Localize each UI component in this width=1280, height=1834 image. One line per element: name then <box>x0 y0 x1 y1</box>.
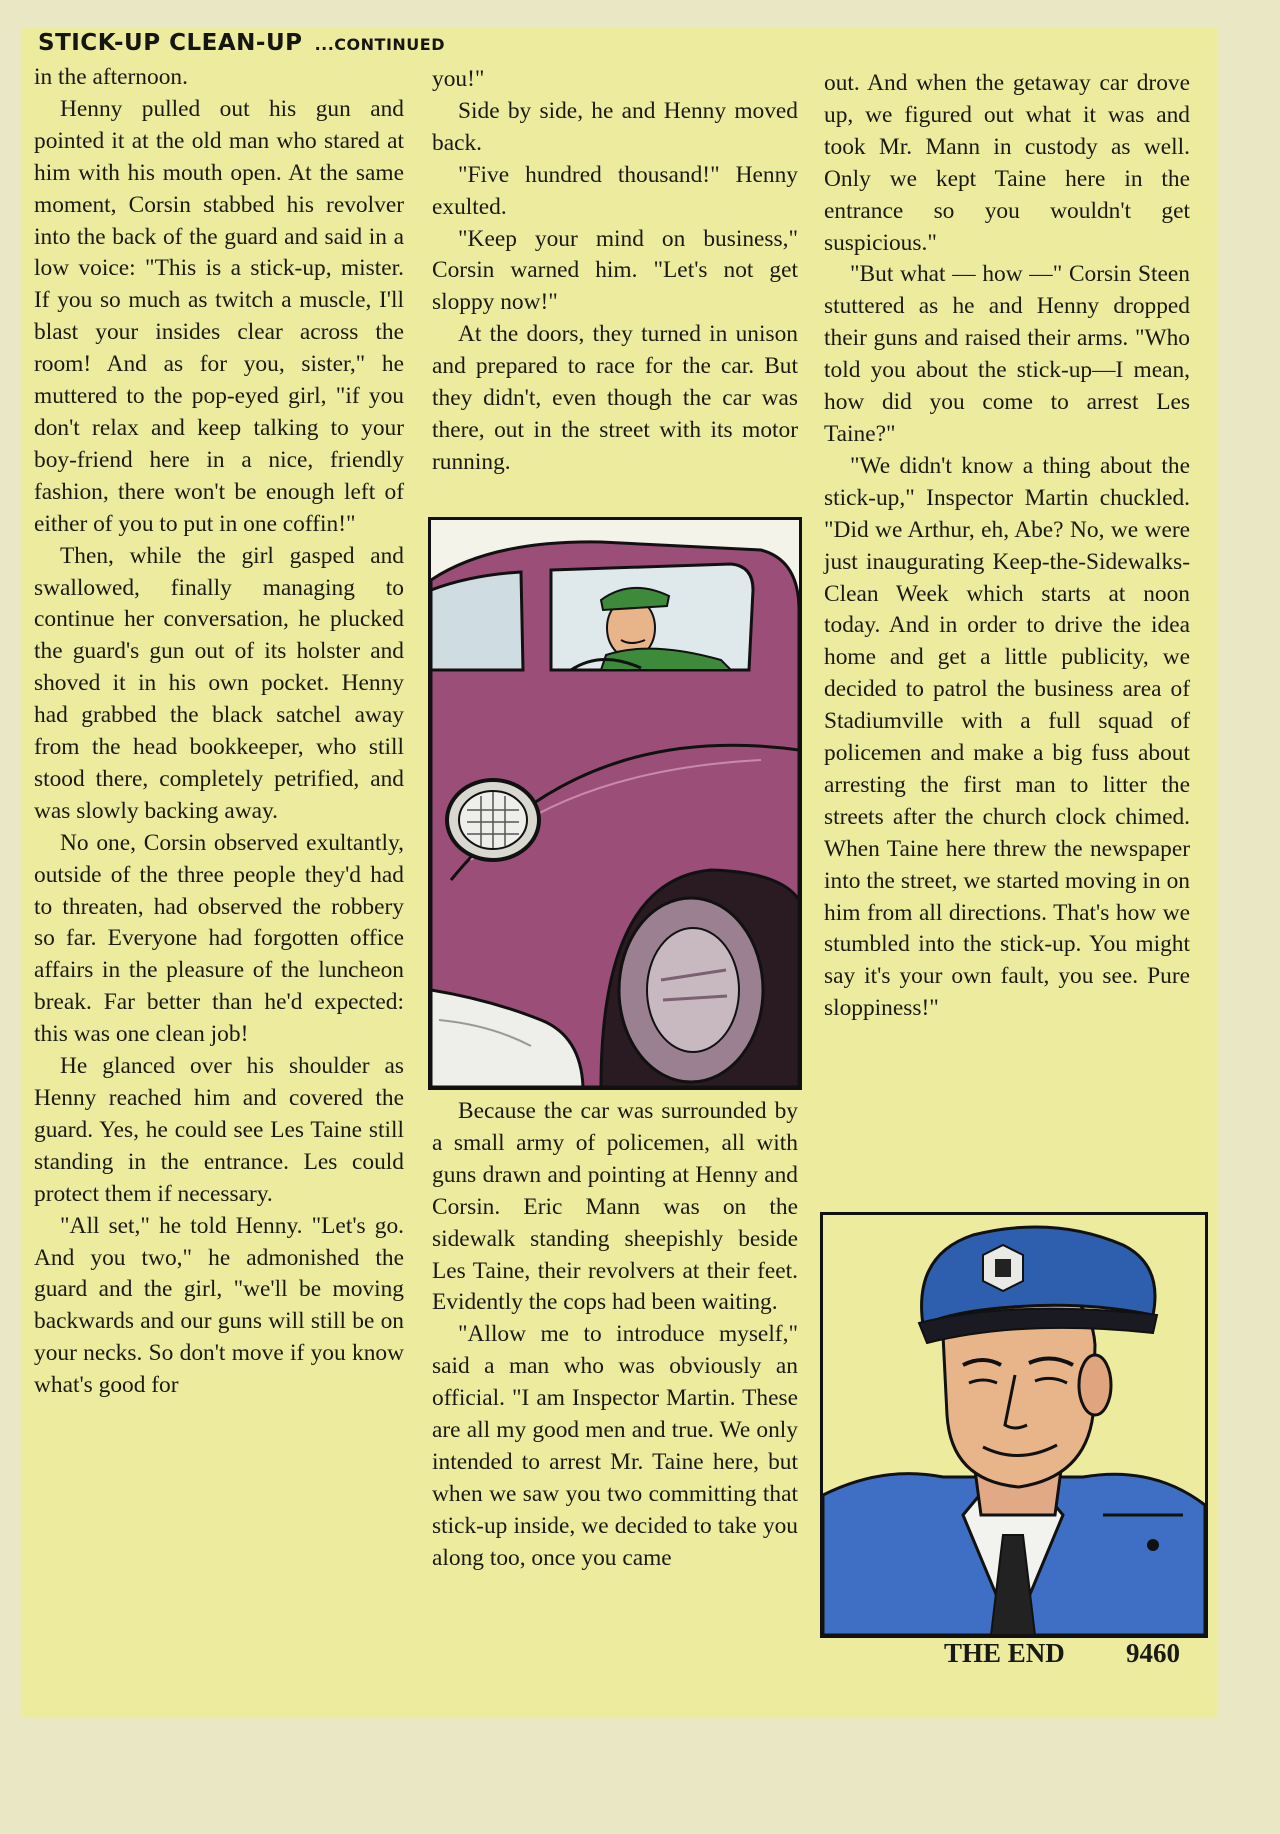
paragraph: Henny pulled out his gun and pointed it at the old man who stared at him with his mouth open. At the same moment, Corsin stabbed his revolver into the back of the guard and said in a low voice: "This is a stick-up, mister. If you so much as twitch a muscle, I'll blast your insides clear across the room! And as for you, sister," he muttered to the pop-eyed girl, "if you don't relax and keep talking to your boy-friend here in a nice, friendly fashion, there won't be enough left of either of you to put in one coffin!" <box>34 95 404 537</box>
story-title: STICK-UP CLEAN-UP <box>38 30 303 56</box>
the-end-label: THE END <box>944 1638 1065 1668</box>
car-illustration <box>428 517 802 1090</box>
continued-label: ...CONTINUED <box>314 35 445 54</box>
paragraph: "Keep your mind on business," Corsin warned him. "Let's not get sloppy now!" <box>432 225 798 316</box>
paragraph: At the doors, they turned in unison and prepared to race for the car. But they didn't, even though the car was there, out in the street with its motor running. <box>432 321 798 475</box>
text-column-2-bottom <box>432 1096 798 1575</box>
car-drawing <box>431 520 799 1087</box>
policeman-drawing <box>823 1215 1205 1635</box>
paragraph: Because the car was surrounded by a small army of policemen, all with guns drawn and pointing at Henny and Corsin. Eric Mann was on the sidewalk standing sheepishly beside Les Taine, their revolvers at their feet. Evidently the cops had been waiting. <box>432 1098 798 1316</box>
text-column-2-top <box>432 64 798 479</box>
paragraph: He glanced over his shoulder as Henny reached him and covered the guard. Yes, he could see Les Taine still standing in the entrance. Les could protect them if necessary. <box>34 1053 404 1207</box>
paragraph: "But what — how —" Corsin Steen stuttered as he and Henny dropped their guns and raised their arms. "Who told you about the stick-up—I mean, how did you come to arrest Les Taine?" <box>824 261 1190 447</box>
story-header <box>38 30 445 56</box>
paragraph: in the afternoon. <box>34 64 188 90</box>
paragraph: "We didn't know a thing about the stick-up," Inspector Martin chuckled. "Did we Arthur, eh, Abe? No, we were just inaugurating Keep-the-Sidewalks-Clean Week which starts at noon today. And in order to drive the idea home and get a little publicity, we decided to patrol the business area of Stadiumville with a full squad of policemen and make a big fuss about arresting the first man to litter the streets after the church clock chimed. When Taine here threw the newspaper into the street, we started moving in on him from all directions. That's how we stumbled into the stick-up. You might say it's your own fault, you see. Pure sloppiness!" <box>824 452 1190 1022</box>
text-column-3 <box>824 68 1190 1025</box>
page-number: 9460 <box>1126 1638 1180 1668</box>
paragraph: out. And when the getaway car drove up, we figured out what it was and took Mr. Mann in custody as well. Only we kept Taine here in the entrance so you wouldn't get suspicious." <box>824 70 1190 256</box>
paragraph: "Allow me to introduce myself," said a man who was obviously an official. "I am Inspector Martin. These are all my good men and true. We only intended to arrest Mr. Taine here, but when we saw you two committing that stick-up inside, we decided to take you along too, once you came <box>432 1321 798 1571</box>
paragraph: Side by side, he and Henny moved back. <box>432 97 798 156</box>
paragraph: you!" <box>432 66 485 92</box>
paragraph: No one, Corsin observed exultantly, outside of the three people they'd had to threaten, had observed the robbery so far. Everyone had forgotten office affairs in the pleasure of the luncheon break. Far better than he'd expected: this was one clean job! <box>34 829 404 1048</box>
policeman-illustration <box>820 1212 1208 1638</box>
text-column-1 <box>34 62 404 1402</box>
paragraph: Then, while the girl gasped and swallowed, finally managing to continue her conversation, he plucked the guard's gun out of its holster and shoved it in his own pocket. Henny had grabbed the black satchel away from the head bookkeeper, who still stood there, completely petrified, and was slowly backing away. <box>34 542 404 824</box>
paragraph: "All set," he told Henny. "Let's go. And you two," he admonished the guard and the girl, "we'll be moving backwards and our guns will still be on your necks. So don't move if you know what's good for <box>34 1212 404 1399</box>
paragraph: "Five hundred thousand!" Henny exulted. <box>432 161 798 220</box>
